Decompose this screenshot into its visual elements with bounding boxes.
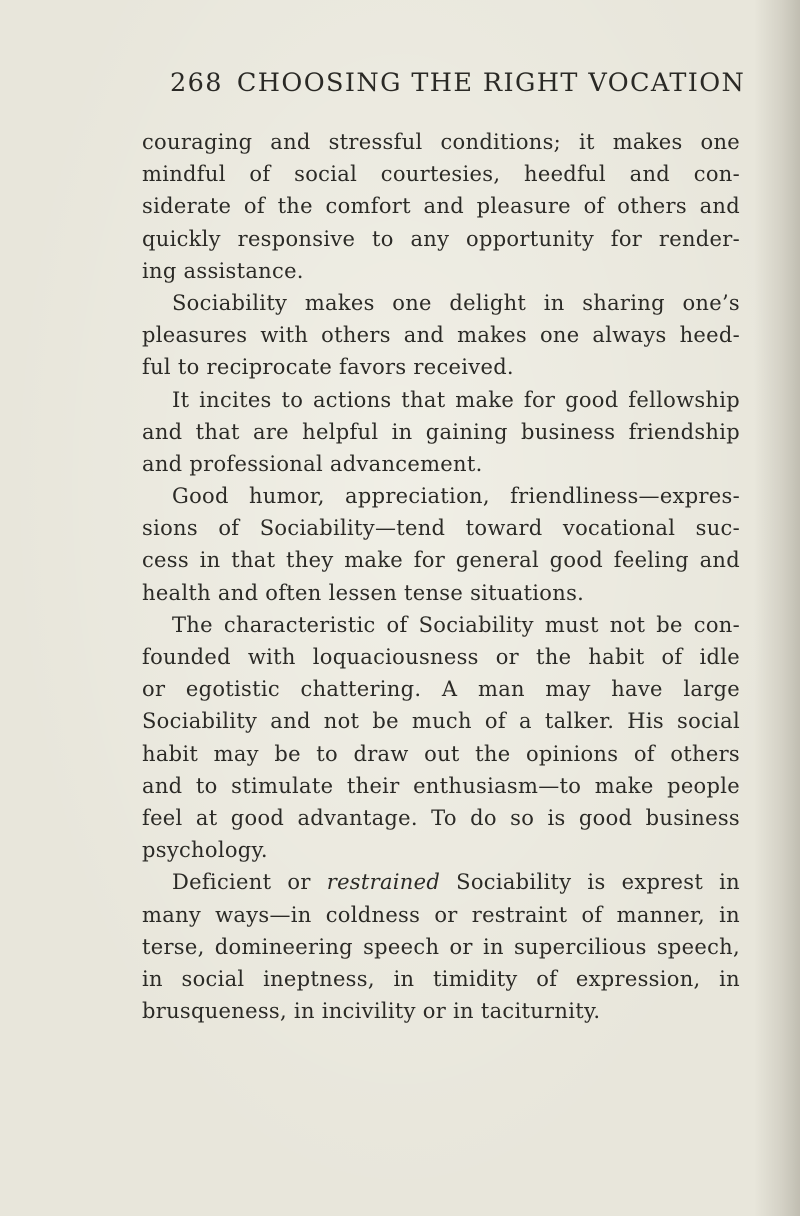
text-line: The characteristic of Sociability must not be con- bbox=[172, 612, 740, 637]
text-line: siderate of the comfort and pleasure of others and bbox=[142, 194, 740, 219]
paragraph-1 bbox=[142, 126, 740, 287]
text-line: mindful of social courtesies, heedful and con- bbox=[142, 162, 740, 187]
text-line: terse, domineering speech or in supercilious speech, bbox=[142, 934, 740, 959]
body-text bbox=[142, 126, 740, 1027]
text-line bbox=[142, 866, 740, 898]
emphasis-word: restrained bbox=[326, 870, 441, 895]
text-line: and that are helpful in gaining business friendship bbox=[142, 419, 740, 444]
paragraph-4 bbox=[142, 480, 740, 609]
running-header bbox=[170, 68, 750, 98]
paragraph-3 bbox=[142, 384, 740, 481]
text-line: sions of Sociability—tend toward vocational suc- bbox=[142, 516, 740, 541]
text-line: ing assistance. bbox=[142, 258, 304, 283]
text-line: brusqueness, in incivility or in taciturnity. bbox=[142, 999, 601, 1024]
text-run: Sociability is exprest in bbox=[440, 870, 740, 895]
text-line: psychology. bbox=[142, 838, 268, 863]
text-line: ful to reciprocate favors received. bbox=[142, 355, 514, 380]
text-line: It incites to actions that make for good fellowship bbox=[172, 387, 740, 412]
text-run: Deficient or bbox=[172, 870, 327, 895]
paragraph-6 bbox=[142, 866, 740, 1027]
page-edge-shadow bbox=[754, 0, 800, 1216]
text-line: couraging and stressful conditions; it makes one bbox=[142, 130, 740, 154]
paragraph-2 bbox=[142, 287, 740, 384]
text-line: quickly responsive to any opportunity for render- bbox=[142, 226, 740, 251]
text-line: founded with loquaciousness or the habit of idle bbox=[142, 645, 740, 669]
text-line: and professional advancement. bbox=[142, 451, 483, 476]
text-line: pleasures with others and makes one always heed- bbox=[142, 323, 740, 348]
running-title: CHOOSING THE RIGHT VOCATION bbox=[236, 68, 746, 98]
text-line: many ways—in coldness or restraint of manner, in bbox=[142, 902, 740, 927]
text-line: and to stimulate their enthusiasm—to make people bbox=[142, 773, 740, 798]
text-line: health and often lessen tense situations. bbox=[142, 580, 585, 605]
text-line: cess in that they make for general good feeling and bbox=[142, 548, 740, 573]
text-line: Sociability makes one delight in sharing one’s bbox=[172, 290, 740, 315]
paragraph-5 bbox=[142, 609, 740, 867]
page-number: 268 bbox=[170, 68, 223, 98]
text-line: habit may be to draw out the opinions of others bbox=[142, 741, 740, 766]
text-line: Good humor, appreciation, friendliness—expres- bbox=[172, 484, 740, 509]
text-line: feel at good advantage. To do so is good business bbox=[142, 805, 740, 830]
text-line: or egotistic chattering. A man may have large bbox=[142, 677, 740, 702]
text-line: Sociability and not be much of a talker. His social bbox=[142, 709, 740, 734]
text-line: in social ineptness, in timidity of expression, in bbox=[142, 966, 740, 991]
